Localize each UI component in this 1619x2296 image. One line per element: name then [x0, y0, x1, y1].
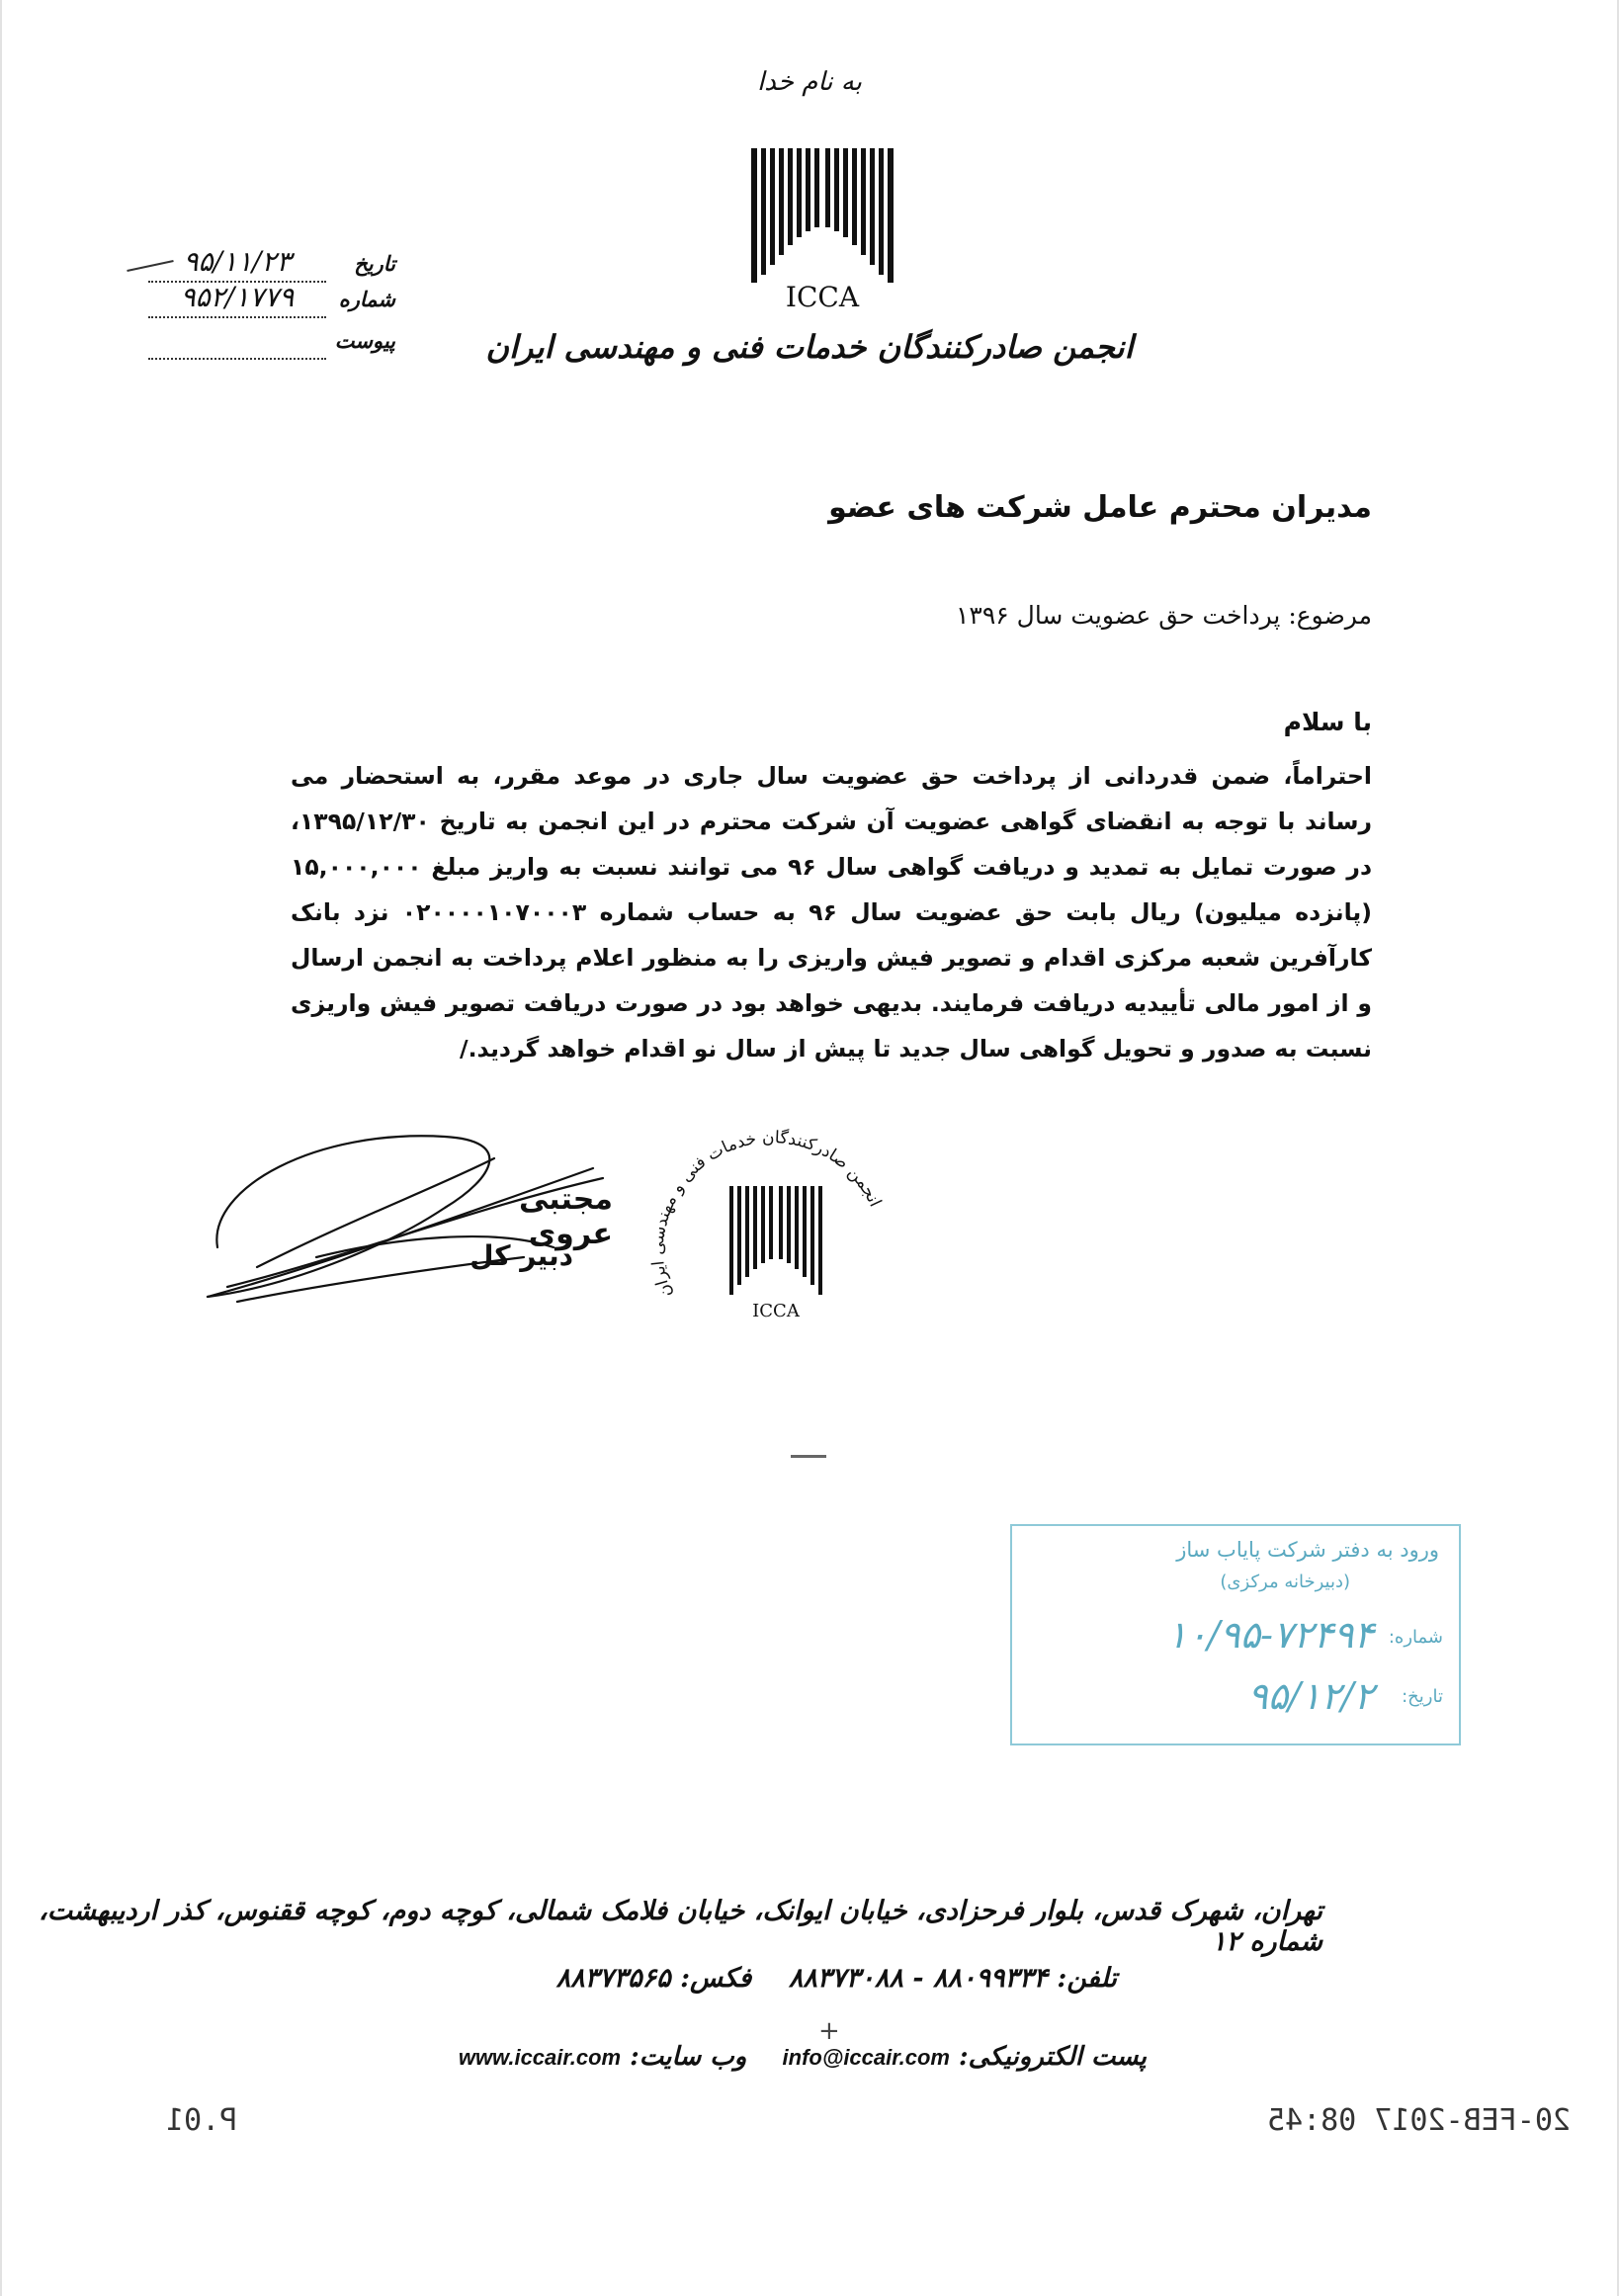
ref-number-value: ۹۵۲/۱۷۷۹	[180, 281, 295, 313]
stamp-number-value: ۱۰/۹۵-۷۲۴۹۴	[1166, 1613, 1374, 1657]
ref-number-label: شماره	[338, 287, 395, 311]
footer-website-label: وب سایت:	[630, 2042, 747, 2072]
letter-greeting: با سلام	[1283, 708, 1372, 736]
footer-email-label: پست الکترونیکی:	[959, 2042, 1147, 2072]
footer-phone-2: ۸۸۳۷۳۰۸۸	[788, 1963, 903, 1994]
stamp-number-label: شماره:	[1388, 1627, 1443, 1648]
fold-cross-mark: +	[818, 2016, 840, 2046]
footer-fax: ۸۸۳۷۳۵۶۵	[555, 1963, 671, 1994]
letter-body: احتراماً، ضمن قدردانی از پرداخت حق عضویت سال جاری در موعد مقرر، به استحضار می رساند با توجه به انقضای گواهی عضویت آن شرکت محترم در این انجمن به تاریخ ۱۳۹۵/۱۲/۳۰، در صورت تمایل به تمدید و دریافت گواهی سال ۹۶ می توانند نسبت به واریز مبلغ ۱۵,۰۰۰,۰۰۰ (پانزده میلیون) ریال بابت حق عضویت سال ۹۶ به حساب شماره ۰۲۰۰۰۰۱۰۷۰۰۰۳ نزد بانک کارآفرین شعبه مرکزی اقدام و تصویر فیش واریزی را به منظور اعلام پرداخت به انجمن ارسال و از امور مالی تأییدیه دریافت فرمایند. بدیهی خواهد بود در صورت دریافت تصویر فیش واریزی نسبت به صدور و تحویل گواهی سال جدید تا پیش از سال نو اقدام خواهد گردید./	[291, 762, 1373, 1063]
stamp-title: ورود به دفتر شرکت پایاب ساز	[1176, 1538, 1439, 1562]
receipt-stamp	[1010, 1524, 1461, 1745]
basmala-heading: به نام خدا	[757, 67, 862, 97]
organization-name: انجمن صادرکنندگان خدمات فنی و مهندسی ایران	[485, 328, 1134, 366]
ref-attachment-dotted-line	[148, 358, 326, 360]
seal-logo-bars	[729, 1186, 822, 1295]
footer-online	[459, 2042, 1147, 2072]
seal-text: انجمن صادرکنندگان خدمات فنی و مهندسی ایران	[647, 1128, 886, 1301]
organization-seal	[633, 1097, 919, 1384]
ref-number-row	[148, 281, 395, 320]
signer-name: مجتبی عروی	[518, 1182, 613, 1251]
logo-text: ICCA	[785, 281, 860, 312]
letter-subject: مرضوع: پرداخت حق عضویت سال ۱۳۹۶	[955, 601, 1372, 630]
ref-date-label: تاریخ	[354, 251, 395, 276]
signer-title: دبیر کل	[469, 1239, 573, 1272]
fax-page-number: P.01	[166, 2103, 238, 2138]
footer-phone-label: تلفن:	[1057, 1963, 1117, 1994]
fold-center-mark	[791, 1455, 826, 1458]
letter-recipient: مدیران محترم عامل شرکت های عضو	[828, 490, 1372, 525]
stamp-subtitle: (دبیرخانه مرکزی)	[1220, 1572, 1350, 1592]
stamp-date-value: ۹۵/۱۲/۲	[1247, 1674, 1374, 1718]
icca-logo	[749, 148, 895, 312]
footer-website: www.iccair.com	[458, 2045, 622, 2070]
footer-address: تهران، شهرک قدس، بلوار فرحزادی، خیابان ایوانک، خیابان فلامک شمالی، کوچه دوم، کوچه ققنوس، کذر اردیبهشت، شماره ۱۲	[39, 1896, 1322, 1957]
footer-phone-1: ۸۸۰۹۹۳۳۴	[932, 1963, 1048, 1994]
seal-logo-text: ICCA	[752, 1301, 800, 1321]
ref-date-value: ۹۵/۱۱/۲۳	[183, 245, 292, 278]
footer-fax-label: فکس:	[680, 1963, 752, 1994]
stamp-date-label: تاریخ:	[1402, 1686, 1443, 1707]
ref-number-dotted-line	[148, 316, 326, 318]
ref-attachment-label: پیوست	[334, 328, 395, 353]
footer-contact-phones: تلفن: ۸۸۰۹۹۳۳۴ - ۸۸۳۷۳۰۸۸ فکس: ۸۸۳۷۳۵۶۵	[555, 1963, 1117, 1994]
fax-timestamp: 20-FEB-2017 08:45	[1267, 2103, 1572, 2138]
ref-date-row	[148, 245, 395, 285]
footer-email: info@iccair.com	[782, 2045, 950, 2070]
ref-attachment-row	[148, 328, 395, 362]
